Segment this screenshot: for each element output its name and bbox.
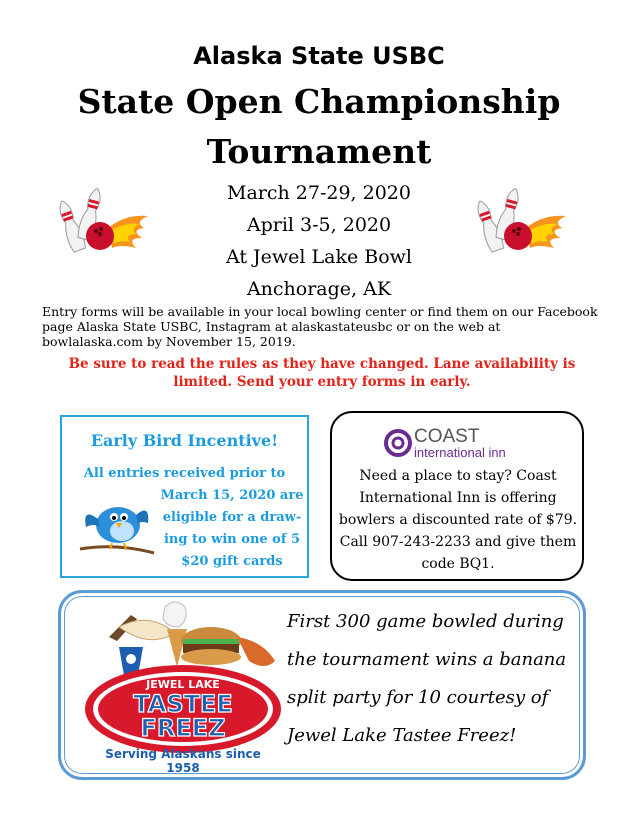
early-bird-line: All entries received prior to: [83, 466, 286, 481]
tastee-logo-top: JEWEL LAKE: [146, 678, 220, 691]
event-venue: At Jewel Lake Bowl: [225, 246, 413, 268]
early-bird-line: ing to win one of 5: [163, 532, 301, 547]
page-title-line2: Tournament: [206, 132, 432, 171]
bowling-pins-fireball-icon: [50, 178, 150, 262]
coast-logo-sub: international inn: [414, 445, 506, 460]
coast-logo-word: COAST: [414, 426, 480, 447]
coast-inn-text: Need a place to stay? Coast International Inn is offering bowlers a discounted rate of $79. Call 907-243-2233 and give them code BQ1.: [338, 468, 578, 572]
early-bird-title: Early Bird Incentive!: [90, 431, 279, 450]
event-dates-1: March 27-29, 2020: [227, 182, 411, 204]
organization-name: Alaska State USBC: [193, 42, 445, 70]
tastee-logo-main2: FREEZ: [140, 714, 226, 742]
tastee-slogan: Serving Alaskans since 1958: [105, 747, 261, 775]
promo-text: First 300 game bowled during the tournament wins a banana split party for 10 courtesy of Jewel Lake Tastee Freez!: [287, 611, 567, 746]
rules-notice: Be sure to read the rules as they have changed. Lane availability is limited. Send your entry forms in early.: [68, 356, 576, 390]
entry-info-text: Entry forms will be available in your local bowling center or find them on our Facebook page Alaska State USBC, Instagram at alaskastateusbc or on the web at bowlalaska.com by November 15, 2019.: [42, 304, 598, 349]
tastee-freez-box: [58, 590, 586, 780]
bluebird-icon: [76, 493, 156, 561]
early-bird-line: $20 gift cards: [181, 554, 283, 569]
early-bird-line: eligible for a draw-: [162, 510, 302, 525]
event-dates-2: April 3-5, 2020: [246, 214, 392, 236]
page-title-line1: State Open Championship: [77, 82, 561, 121]
coast-inn-box: [330, 411, 584, 581]
early-bird-box: [60, 415, 309, 578]
early-bird-line: March 15, 2020 are: [160, 488, 304, 503]
coast-inn-logo: [384, 425, 534, 461]
tastee-logo-main1: TASTEE: [133, 690, 233, 718]
event-city: Anchorage, AK: [246, 278, 392, 300]
